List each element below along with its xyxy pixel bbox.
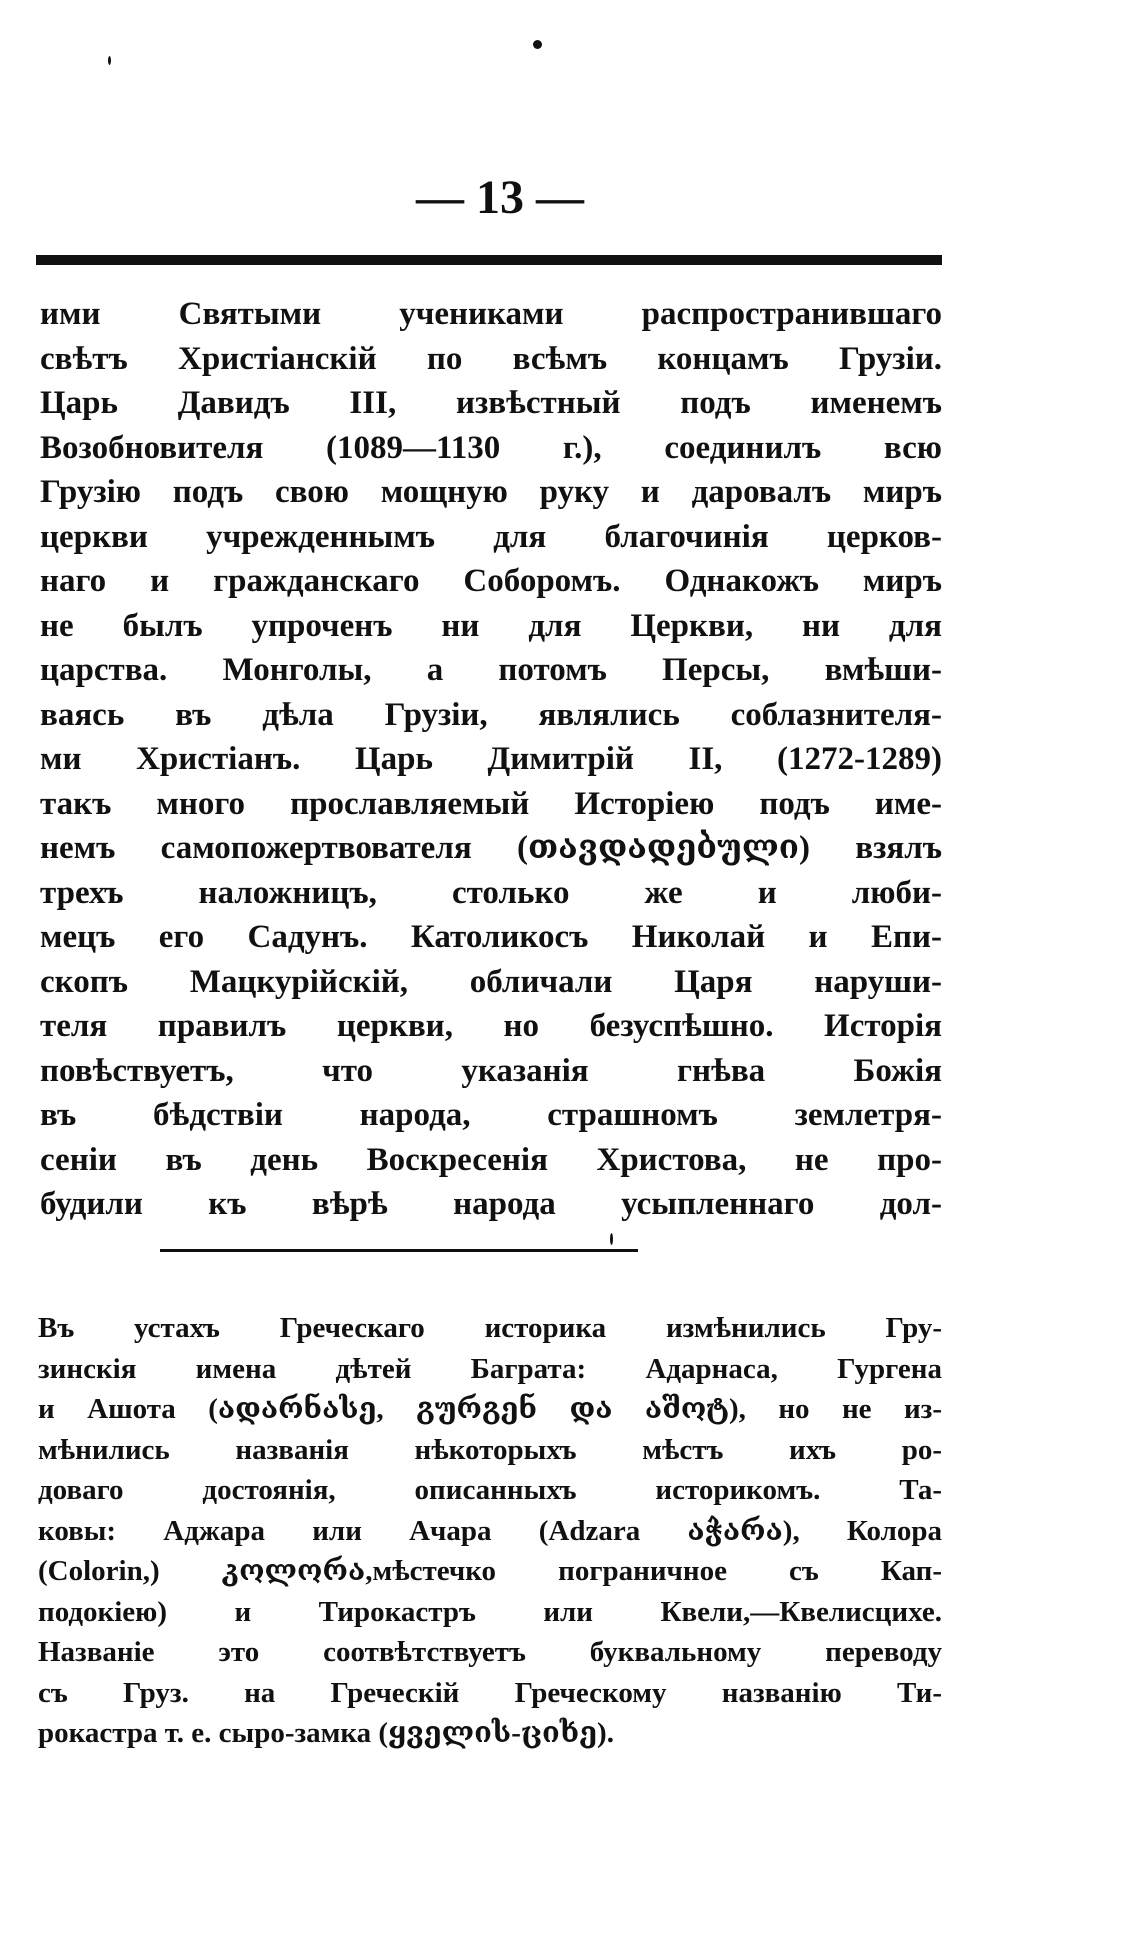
text-line: такъ много прославляемый Исторіею подъ име- xyxy=(40,785,942,822)
footnote-line: Въ устахъ Греческаго историка измѣнились Гру- xyxy=(38,1312,942,1344)
footnote-line: зинскія имена дѣтей Баграта: Адарнаса, Гургена xyxy=(38,1352,942,1385)
text-line: сеніи въ день Воскресенія Христова, не про- xyxy=(40,1141,942,1178)
text-line: повѣствуетъ, что указанія гнѣва Божія xyxy=(40,1052,942,1089)
footnote-line: ковы: Аджара или Ачара (Adzara აჭარა), Колора xyxy=(38,1514,942,1547)
text-line: ими Святыми учениками распространившаго xyxy=(40,296,942,332)
page-number: — 13 — xyxy=(416,171,584,224)
text-line: мецъ его Садунъ. Католикосъ Николай и Епи- xyxy=(40,919,942,955)
text-line: церкви учрежденнымъ для благочинія церков- xyxy=(40,518,942,555)
footnote-line: рокастра т. е. сыро-замка (ყველის-ციხე). xyxy=(38,1717,614,1749)
header-rule xyxy=(36,255,942,265)
text-line: наго и гражданскаго Соборомъ. Однакожъ миръ xyxy=(40,563,942,599)
footnote-line: Названіе это соотвѣтствуетъ буквальному переводу xyxy=(38,1636,942,1668)
text-line: царства. Монголы, а потомъ Персы, вмѣши- xyxy=(40,652,942,688)
text-line: не былъ упроченъ ни для Церкви, ни для xyxy=(40,607,942,644)
footnote-block xyxy=(38,1308,942,1754)
text-line: Царь Давидъ III, извѣстный подъ именемъ xyxy=(40,385,942,421)
text-line: скопъ Мацкурійскій, обличали Царя наруши- xyxy=(40,963,942,1000)
text-line: будили къ вѣрѣ народа усыпленнаго дол- xyxy=(40,1186,942,1222)
main-text-block xyxy=(40,292,942,1227)
text-line: трехъ наложницъ, столько же и люби- xyxy=(40,874,942,911)
text-line: теля правилъ церкви, но безуспѣшно. Исторія xyxy=(40,1008,942,1044)
text-line: Возобновителя (1089—1130 г.), соединилъ всю xyxy=(40,429,942,466)
scan-speck xyxy=(533,40,542,49)
footnote-line: и Ашота (ადარნასე, გურგენ და აშოტ), но не из- xyxy=(38,1393,942,1425)
scan-speck xyxy=(108,56,111,65)
text-line: ми Христіанъ. Царь Димитрій II, (1272-1289) xyxy=(40,741,942,777)
footnote-rule xyxy=(160,1249,638,1252)
text-line: въ бѣдствіи народа, страшномъ землетря- xyxy=(40,1097,942,1133)
footnote-line: подокіею) и Тирокастръ или Квели,—Квелисцихе. xyxy=(38,1595,942,1628)
footnote-line: мѣнились названія нѣкоторыхъ мѣстъ ихъ ро- xyxy=(38,1433,942,1466)
footnote-line: (Colorin,) კოლორა,мѣстечко пограничное съ Кап- xyxy=(38,1555,942,1587)
scan-speck xyxy=(610,1233,613,1245)
text-line: Грузію подъ свою мощную руку и даровалъ миръ xyxy=(40,474,942,510)
text-line: свѣтъ Христіанскій по всѣмъ концамъ Грузіи. xyxy=(40,340,942,377)
text-line: ваясь въ дѣла Грузіи, являлись соблазнителя- xyxy=(40,696,942,733)
footnote-line: доваго достоянія, описанныхъ историкомъ. Та- xyxy=(38,1474,942,1506)
footnote-line: съ Груз. на Греческій Греческому названію Ти- xyxy=(38,1676,942,1709)
text-line: немъ самопожертвователя (თავდადებული) взялъ xyxy=(40,830,942,866)
